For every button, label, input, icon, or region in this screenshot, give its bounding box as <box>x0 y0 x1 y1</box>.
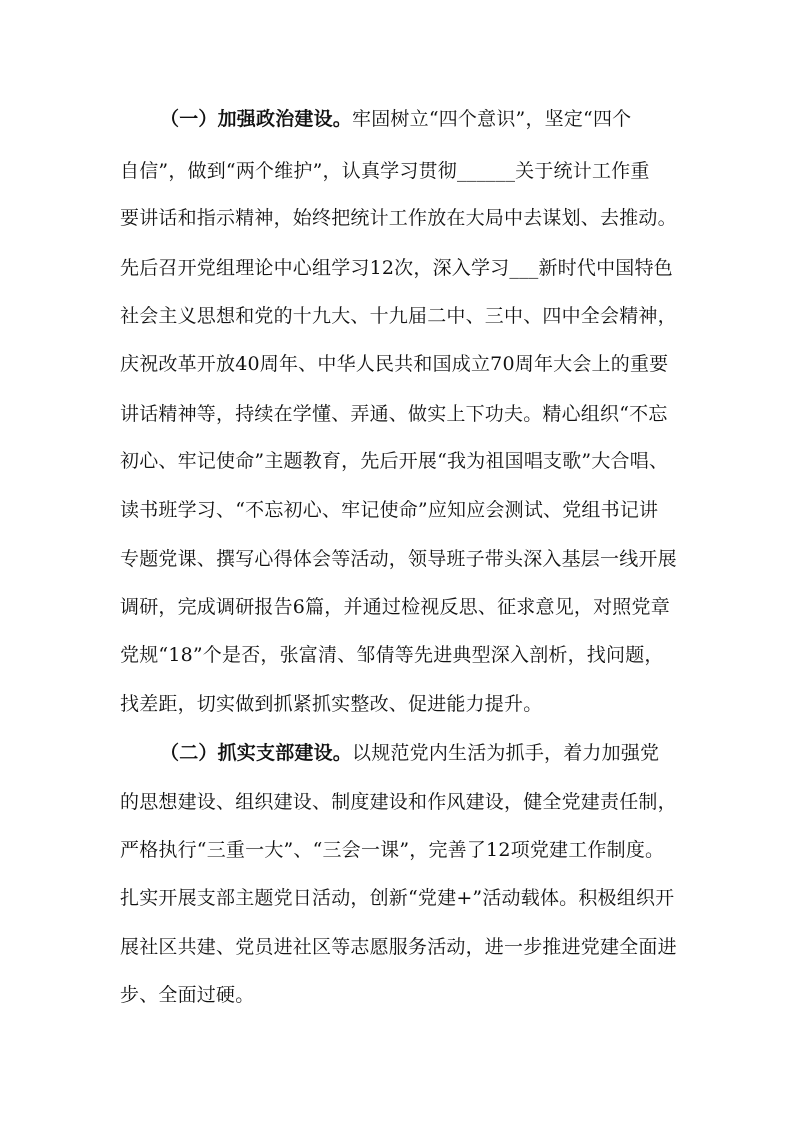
section-2-text: 以规范党内生活为抓手，着力加强党 <box>352 742 660 764</box>
paragraph-line: 严格执行“三重一大”、“三会一课”，完善了12项党建工作制度。 <box>120 839 665 861</box>
section-2-first-line <box>160 741 659 765</box>
paragraph-line: 专题党课、撰写心得体会等活动，领导班子带头深入基层一线开展 <box>120 548 677 570</box>
paragraph-line: 初心、牢记使命”主题教育，先后开展“我为祖国唱支歌”大合唱、 <box>120 450 669 472</box>
paragraph-line: 的思想建设、组织建设、制度建设和作风建设，健全党建责任制， <box>120 791 677 813</box>
paragraph-line: 自信”，做到“两个维护”，认真学习贯彻______关于统计工作重 <box>120 160 650 182</box>
paragraph-line: 调研，完成调研报告6篇，并通过检视反思、征求意见，对照党章 <box>120 596 670 618</box>
paragraph-line: 要讲话和指示精神，始终把统计工作放在大局中去谋划、去推动。 <box>120 207 677 229</box>
paragraph-line: 讲话精神等，持续在学懂、弄通、做实上下功夫。精心组织“不忘 <box>120 403 668 425</box>
paragraph-line: 展社区共建、党员进社区等志愿服务活动，进一步推进党建全面进 <box>120 936 677 958</box>
section-1-heading: （一）加强政治建设。 <box>160 108 353 130</box>
paragraph-line: 庆祝改革开放40周年、中华人民共和国成立70周年大会上的重要 <box>120 353 669 375</box>
paragraph-line: 扎实开展支部主题党日活动，创新“党建+”活动载体。积极组织开 <box>120 887 675 909</box>
paragraph-line: 步、全面过硬。 <box>120 984 255 1006</box>
section-2-heading: （二）抓实支部建设。 <box>160 742 353 764</box>
paragraph-line: 先后召开党组理论中心组学习12次，深入学习___新时代中国特色 <box>120 257 673 279</box>
section-1-text: 牢固树立“四个意识”，坚定“四个 <box>352 108 632 130</box>
paragraph-line: 社会主义思想和党的十九大、十九届二中、三中、四中全会精神， <box>120 305 677 327</box>
section-1-first-line <box>160 107 631 131</box>
paragraph-line: 找差距，切实做到抓紧抓实整改、促进能力提升。 <box>120 693 543 715</box>
paragraph-line: 党规“18”个是否，张富清、邹倩等先进典型深入剖析，找问题， <box>120 644 664 666</box>
paragraph-line: 读书班学习、“不忘初心、牢记使命”应知应会测试、党组书记讲 <box>120 499 659 521</box>
